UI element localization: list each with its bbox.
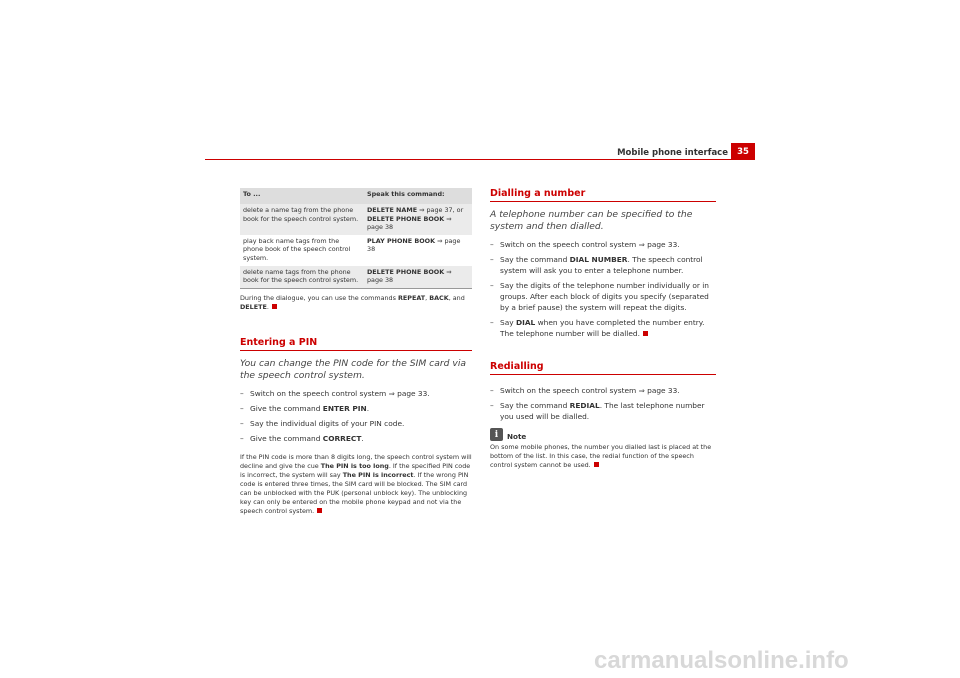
info-text: If the PIN code is more than 8 digits long, the speech control system will decline and give the cue [240, 452, 472, 470]
command-text: PLAY PHONE BOOK [367, 236, 436, 245]
table-cell-action: delete name tags from the phone book for the speech control system. [240, 266, 364, 289]
header-rule [205, 159, 755, 160]
command-text: DIAL NUMBER [569, 255, 628, 264]
step-text: Give the command [250, 403, 323, 413]
cue-text: The PIN is incorrect [342, 470, 414, 479]
left-column [240, 188, 472, 516]
note-text: , [425, 293, 430, 302]
list-item: – Switch on the speech control system ⇒ page 33. [490, 385, 716, 396]
command-text: BACK [429, 293, 449, 302]
table-header-to: To ... [240, 188, 364, 204]
page-number: 35 [731, 143, 755, 160]
command-text: ENTER PIN [322, 403, 367, 413]
table-row [240, 204, 472, 235]
step-list [240, 388, 472, 444]
right-column [490, 188, 716, 470]
step-list [490, 239, 716, 339]
step-text: Say the command [500, 255, 570, 264]
note-text: , and [448, 293, 465, 302]
watermark: carmanualsonline.info [594, 647, 849, 674]
note-text: On some mobile phones, the number you dialled last is placed at the bottom of the list. In this case, the redial function of the speech control system cannot be used. [490, 443, 712, 469]
note-paragraph [490, 443, 716, 470]
section-dialling [490, 188, 716, 339]
info-text: . If the wrong PIN code is entered three times, the SIM card will be blocked. The SIM card can be unblocked with the PUK (personal unblock key). The unblocking key can only be entered on the mobile phone keypad and not via the speech control system. [240, 470, 469, 515]
step-text: Give the command [250, 433, 323, 443]
command-text: DIAL [515, 318, 536, 327]
page-ref: ⇒ page 37, or [417, 206, 464, 214]
info-note-icon: i [490, 428, 503, 441]
list-item [240, 433, 472, 444]
table-cell-command [364, 266, 472, 289]
table-header-row [240, 188, 472, 204]
note-text: . [266, 302, 269, 311]
list-item [240, 403, 472, 414]
section-pin [240, 337, 472, 516]
command-text: CORRECT [322, 433, 362, 443]
page-ref: ⇒ page 38 [367, 214, 452, 232]
command-table [240, 188, 472, 289]
section-title: Redialling [490, 361, 716, 375]
step-text: . [361, 433, 364, 443]
command-text: DELETE NAME [367, 206, 418, 214]
note-label: Note [507, 432, 527, 441]
list-item: – Switch on the speech control system ⇒ page 33. [240, 388, 472, 399]
list-item [490, 400, 716, 422]
command-text: DELETE PHONE BOOK [367, 214, 445, 223]
list-item [490, 254, 716, 276]
table-cell-command [364, 235, 472, 266]
list-item: – Switch on the speech control system ⇒ page 33. [490, 239, 716, 250]
table-cell-command [364, 204, 472, 235]
table-cell-action: play back name tags from the phone book of the speech control system. [240, 235, 364, 266]
page-header-title: Mobile phone interface [617, 148, 728, 158]
note-text: During the dialogue, you can use the commands [240, 293, 398, 302]
step-text: Say the command [500, 401, 570, 410]
command-text: DELETE PHONE BOOK [367, 267, 445, 276]
section-title: Entering a PIN [240, 337, 472, 351]
cue-text: The PIN is too long [320, 461, 389, 470]
info-text: . If the specified PIN code is incorrect, the system will say [240, 461, 471, 479]
table-row [240, 266, 472, 289]
end-of-section-mark [272, 304, 277, 309]
step-text: . The speech control system will ask you to enter a telephone number. [500, 255, 703, 275]
step-text: . [366, 403, 370, 413]
end-of-section-mark [594, 462, 599, 467]
section-intro: A telephone number can be specified to the system and then dialled. [490, 209, 693, 232]
section-redialling [490, 361, 716, 470]
step-text: . The last telephone number you used will be dialled. [500, 401, 705, 421]
step-list [490, 385, 716, 422]
pin-info-paragraph [240, 453, 472, 516]
page-ref: ⇒ page 38 [367, 236, 461, 254]
table-header-command: Speak this command: [364, 188, 472, 204]
step-text: Say [500, 318, 516, 327]
list-item: – Say the individual digits of your PIN code. [240, 418, 472, 429]
command-text: REPEAT [397, 293, 426, 302]
end-of-section-mark [317, 508, 322, 513]
note-heading [490, 428, 716, 441]
table-cell-action: delete a name tag from the phone book for the speech control system. [240, 204, 364, 235]
command-text: REDIAL [569, 401, 600, 410]
dialogue-note [240, 294, 472, 312]
list-item [490, 317, 716, 339]
step-text: when you have completed the number entry. The telephone number will be dialled. [500, 318, 705, 338]
section-title: Dialling a number [490, 188, 716, 202]
section-intro: You can change the PIN code for the SIM card via the speech control system. [240, 357, 467, 381]
list-item: – Say the digits of the telephone number individually or in groups. After each block of digits you specify (separated by a brief pause) the system will repeat the digits. [490, 280, 716, 313]
page-ref: ⇒ page 38 [367, 267, 452, 285]
command-text: DELETE [240, 302, 267, 311]
table-row [240, 235, 472, 266]
end-of-section-mark [643, 331, 648, 336]
